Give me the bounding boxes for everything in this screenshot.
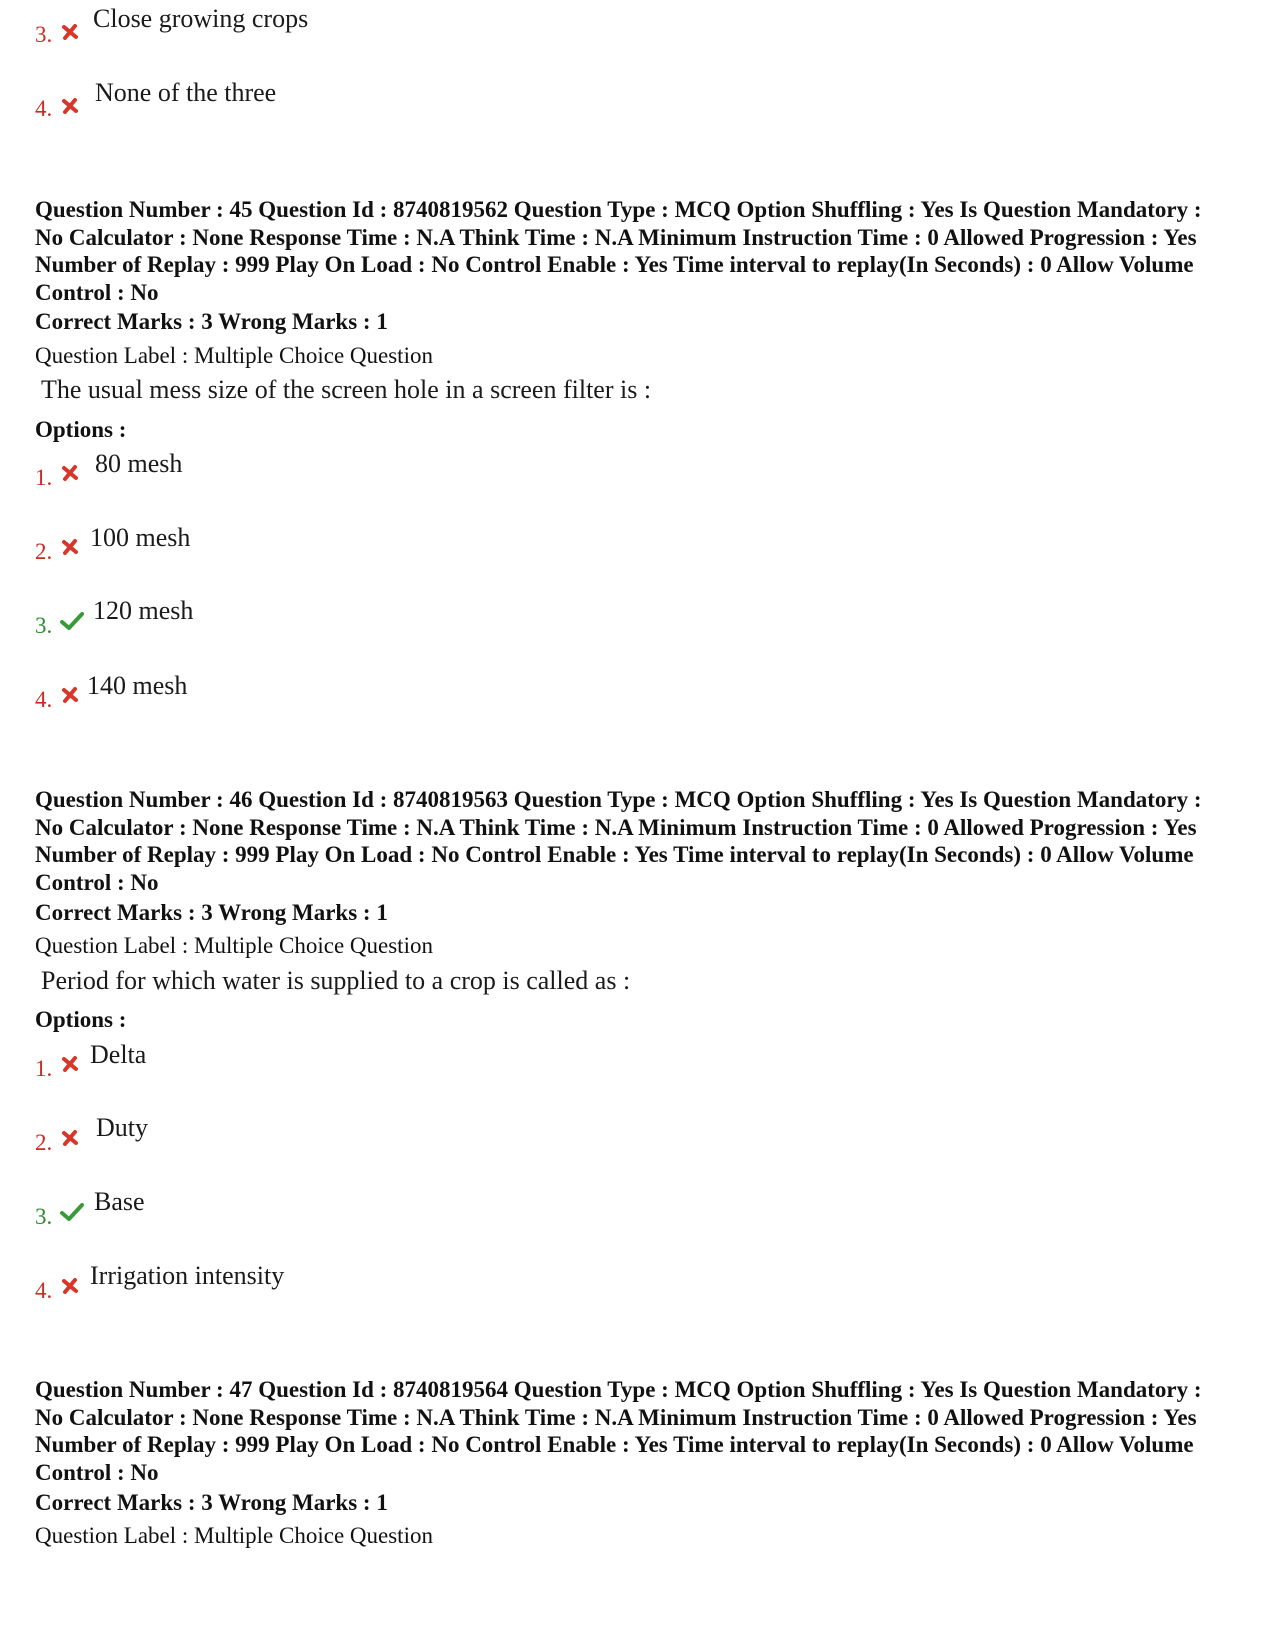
option-text: Base bbox=[94, 1187, 145, 1216]
question-47-marks: Correct Marks : 3 Wrong Marks : 1 bbox=[35, 1490, 388, 1515]
question-45-meta: Question Number : 45 Question Id : 8740819562 Question Type : MCQ Option Shuffling : Yes Is Question Mandatory : No Calculator : None Response Time : N.A Think Time : N.A Minimum Instruction Time : 0 Allowed Progression : Yes Number of Replay : 999 Play On Load : No Control Enable : Yes Time interval to replay(In Seconds) : 0 Allow Volume Control : No bbox=[35, 197, 1202, 305]
cross-icon bbox=[60, 685, 80, 705]
question-45-text: The usual mess size of the screen hole in a screen filter is : bbox=[41, 375, 652, 404]
option-number: 1. bbox=[35, 1056, 53, 1081]
option-number: 1. bbox=[35, 465, 53, 490]
question-46-marks: Correct Marks : 3 Wrong Marks : 1 bbox=[35, 900, 388, 925]
question-46-text: Period for which water is supplied to a crop is called as : bbox=[41, 966, 631, 995]
question-47-label: Question Label : Multiple Choice Question bbox=[35, 1523, 433, 1548]
question-46-meta: Question Number : 46 Question Id : 8740819563 Question Type : MCQ Option Shuffling : Yes Is Question Mandatory : No Calculator : None Response Time : N.A Think Time : N.A Minimum Instruction Time : 0 Allowed Progression : Yes Number of Replay : 999 Play On Load : No Control Enable : Yes Time interval to replay(In Seconds) : 0 Allow Volume Control : No bbox=[35, 787, 1202, 895]
cross-icon bbox=[60, 1054, 80, 1074]
option-text: Close growing crops bbox=[93, 4, 309, 33]
cross-icon bbox=[60, 22, 80, 42]
option-text: Delta bbox=[90, 1040, 147, 1069]
option-number: 4. bbox=[35, 687, 53, 712]
check-icon bbox=[60, 1202, 84, 1222]
option-number: 4. bbox=[35, 96, 53, 121]
option-number: 3. bbox=[35, 1204, 53, 1229]
cross-icon bbox=[60, 537, 80, 557]
option-text: 140 mesh bbox=[87, 671, 188, 700]
cross-icon bbox=[60, 1276, 80, 1296]
check-icon bbox=[60, 611, 84, 631]
option-text: Irrigation intensity bbox=[90, 1261, 285, 1290]
option-text: Duty bbox=[96, 1113, 148, 1142]
option-text: None of the three bbox=[95, 78, 277, 107]
question-46-options-heading: Options : bbox=[35, 1007, 127, 1032]
option-text: 120 mesh bbox=[93, 596, 194, 625]
option-number: 4. bbox=[35, 1278, 53, 1303]
option-number: 2. bbox=[35, 539, 53, 564]
cross-icon bbox=[60, 1128, 80, 1148]
question-45-options-heading: Options : bbox=[35, 417, 127, 442]
question-47-meta: Question Number : 47 Question Id : 8740819564 Question Type : MCQ Option Shuffling : Yes Is Question Mandatory : No Calculator : None Response Time : N.A Think Time : N.A Minimum Instruction Time : 0 Allowed Progression : Yes Number of Replay : 999 Play On Load : No Control Enable : Yes Time interval to replay(In Seconds) : 0 Allow Volume Control : No bbox=[35, 1377, 1202, 1485]
option-number: 3. bbox=[35, 22, 53, 47]
cross-icon bbox=[60, 96, 80, 116]
question-45-label: Question Label : Multiple Choice Question bbox=[35, 343, 433, 368]
option-text: 100 mesh bbox=[90, 523, 191, 552]
option-text: 80 mesh bbox=[95, 449, 183, 478]
question-46-label: Question Label : Multiple Choice Question bbox=[35, 933, 433, 958]
option-number: 2. bbox=[35, 1130, 53, 1155]
option-number: 3. bbox=[35, 613, 53, 638]
cross-icon bbox=[60, 463, 80, 483]
question-45-marks: Correct Marks : 3 Wrong Marks : 1 bbox=[35, 309, 388, 334]
